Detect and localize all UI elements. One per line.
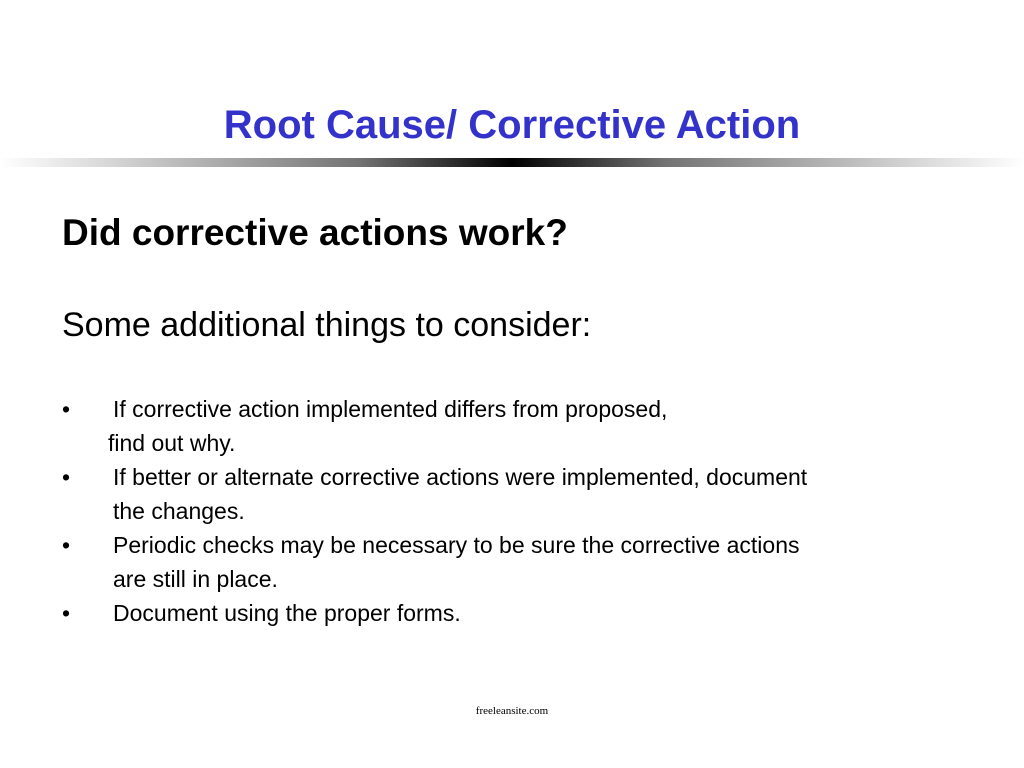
bullet-marker: • [62, 532, 71, 558]
bullet-item [62, 392, 992, 460]
footer-source: freeleansite.com [475, 705, 549, 717]
bullet-text-line: If corrective action implemented differs from proposed, [113, 396, 668, 422]
bullet-text-line: the changes. [113, 498, 245, 524]
bullet-marker: • [62, 464, 71, 490]
bullet-text-line: Periodic checks may be necessary to be sure the corrective actions [113, 532, 800, 558]
bullet-item [62, 460, 992, 528]
bullet-marker: • [62, 600, 71, 626]
bullet-item [62, 596, 992, 630]
section-subheading: Some additional things to consider: [62, 306, 592, 344]
slide-title: Root Cause/ Corrective Action [223, 103, 801, 147]
bullet-text-line: find out why. [108, 430, 236, 456]
bullet-text-line: Document using the proper forms. [113, 600, 461, 626]
bullet-marker: • [62, 396, 71, 422]
bullet-text-line: are still in place. [113, 566, 278, 592]
bullet-text-line: If better or alternate corrective actions were implemented, document [113, 464, 808, 490]
bullet-list [62, 392, 992, 630]
bullet-item [62, 528, 992, 596]
title-divider [0, 158, 1024, 167]
section-heading: Did corrective actions work? [62, 212, 568, 253]
